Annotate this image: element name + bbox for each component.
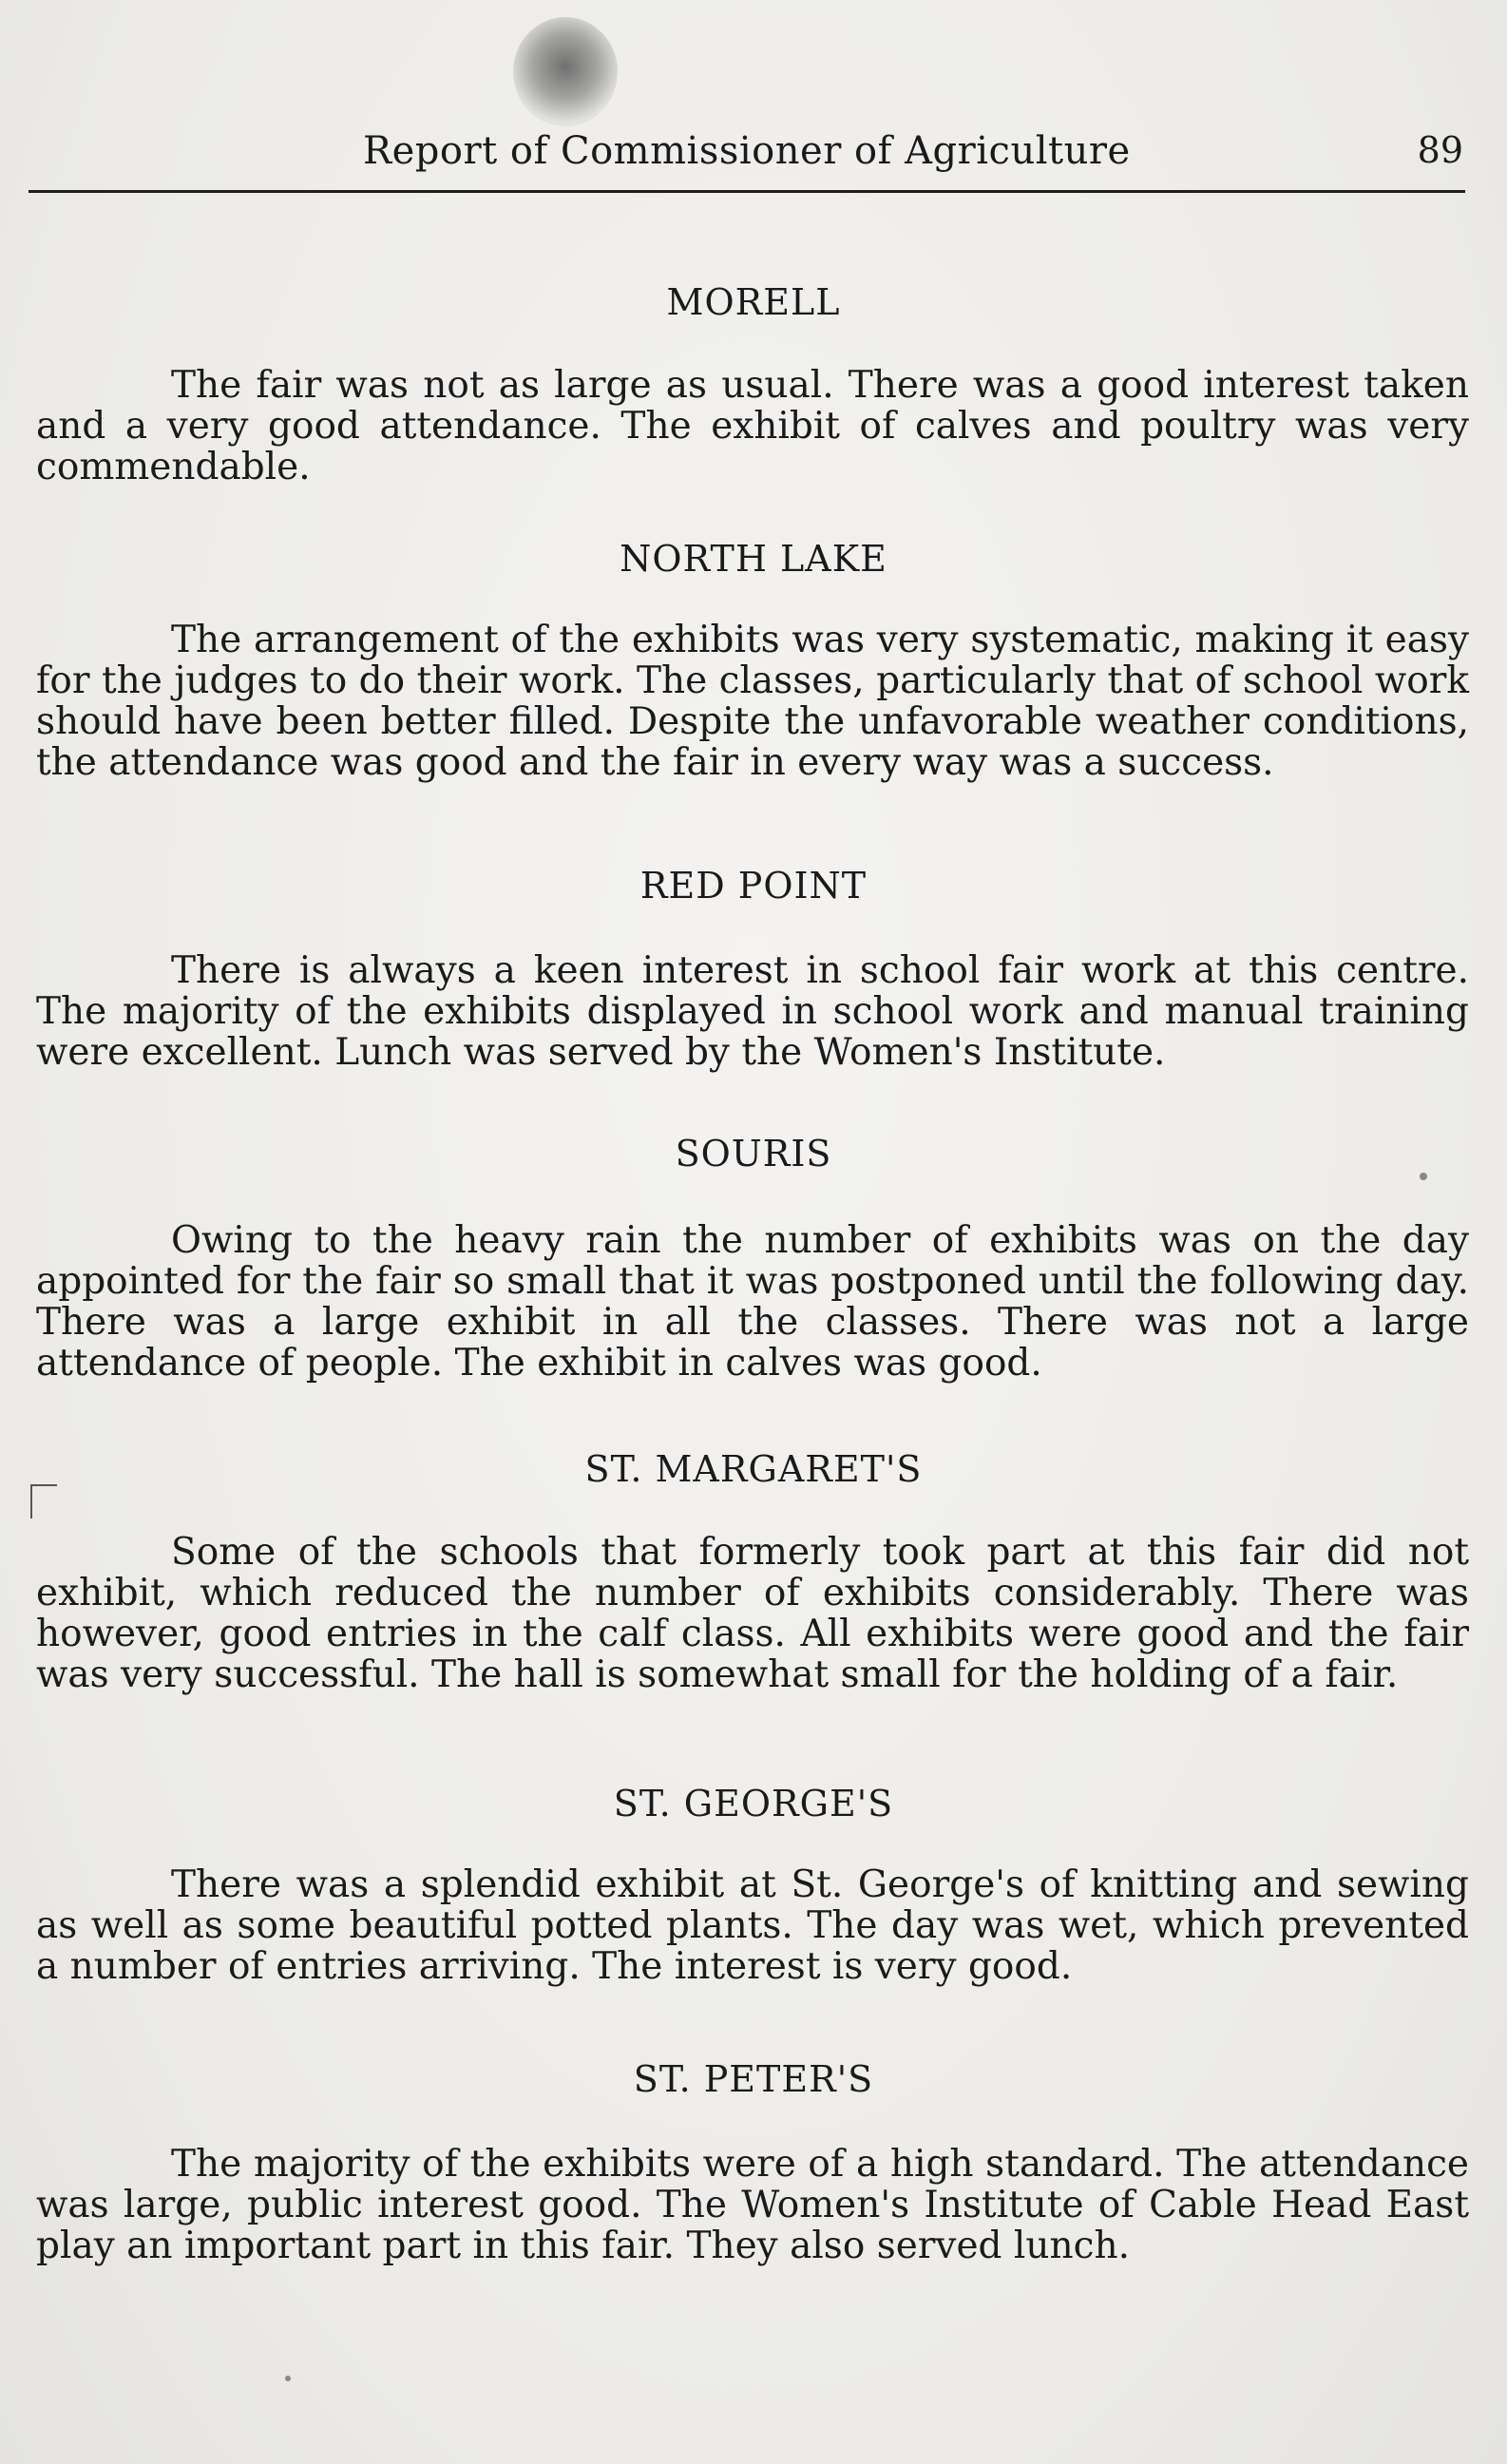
section-heading-st-georges: ST. GEORGE'S [613, 1783, 894, 1824]
section-heading-souris: SOURIS [675, 1133, 832, 1175]
ink-smudge [513, 17, 618, 126]
section-text-st-peters: The majority of the exhibits were of a high standard. The attendance was large, public interest good. The Women's Institute of Cable Head East play an important part in this fair. They also served lunch. [36, 2143, 1469, 2267]
section-heading-st-margarets: ST. MARGARET'S [584, 1448, 923, 1490]
section-heading-st-peters: ST. PETER'S [633, 2058, 874, 2100]
section-heading-red-point: RED POINT [639, 865, 868, 907]
section-text-souris: Owing to the heavy rain the number of exhibits was on the day appointed for the fair so small that it was postponed until the following day. There was a large exhibit in all the classes. There was not a large attendance of people. The exhibit in calves was good. [36, 1219, 1469, 1385]
section-text-red-point: There is always a keen interest in school fair work at this centre. The majority of the exhibits displayed in school work and manual training were excellent. Lunch was served by the Women's Institute. [36, 949, 1469, 1074]
page-number: 89 [1417, 129, 1463, 171]
paper-speck [285, 2376, 291, 2381]
section-heading-morell: MORELL [666, 281, 841, 323]
section-text-st-georges: There was a splendid exhibit at St. George's of knitting and sewing as well as some beautiful potted plants. The day was wet, which prevented a number of entries arriving. The interest is very good. [36, 1863, 1469, 1988]
paper-speck [1420, 1173, 1427, 1180]
header-rule [29, 190, 1465, 193]
header-title: Report of Commissioner of Agriculture [363, 129, 1131, 173]
section-text-north-lake: The arrangement of the exhibits was very systematic, making it easy for the judges to do their work. The classes, particularly that of school work should have been better filled. Despite the unfavorable weather conditions, the attendance was good and the fair in every way was a success. [36, 619, 1469, 784]
section-text-morell: The fair was not as large as usual. There was a good interest taken and a very good attendance. The exhibit of calves and poultry was very commendable. [36, 364, 1469, 488]
section-heading-north-lake: NORTH LAKE [620, 538, 887, 580]
running-header [32, 124, 1463, 190]
section-text-st-margarets: Some of the schools that formerly took part at this fair did not exhibit, which reduced the number of exhibits considerably. There was however, good entries in the calf class. All exhibits were good and the fair was very successful. The hall is somewhat small for the holding of a fair. [36, 1531, 1469, 1696]
